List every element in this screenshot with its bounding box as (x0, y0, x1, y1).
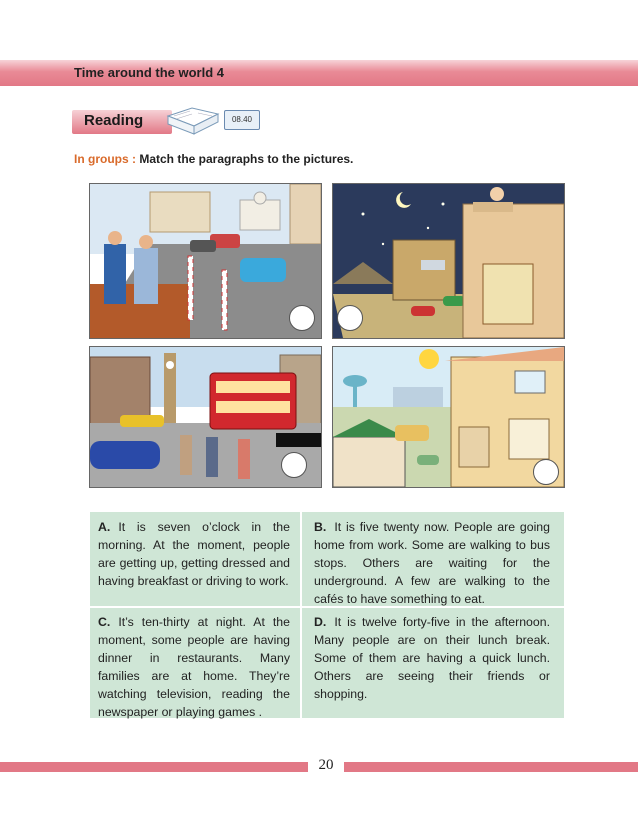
section-label: Reading (84, 112, 144, 129)
paragraph-d (314, 613, 550, 703)
paragraph-text: It is seven o’clock in the morning. At the moment, people are getting up, getting dressed and having breakfast or driving to work. (98, 520, 290, 588)
paragraph-letter: C. (98, 615, 111, 629)
footer-band-left (0, 762, 308, 772)
instruction-text: Match the paragraphs to the pictures. (139, 152, 354, 166)
open-book-icon (164, 104, 222, 138)
footer-band-right (344, 762, 638, 772)
picture-night-town (332, 183, 565, 339)
picture-city-morning (89, 183, 322, 339)
answer-circle-3[interactable] (281, 452, 307, 478)
panel-divider-vertical (300, 512, 302, 718)
instruction-lead: In groups : (74, 152, 136, 166)
instruction (74, 152, 353, 166)
paragraph-text: It is five twenty now. People are going home from work. Some are walking to bus stops. Others are waiting for the underground. A few are walking to the cafés to have something to eat. (314, 520, 550, 606)
audio-tape-icon[interactable] (224, 110, 260, 130)
answer-circle-4[interactable] (533, 459, 559, 485)
tape-label: 08.40 (231, 115, 253, 124)
paragraph-letter: A. (98, 520, 111, 534)
page-header-title: Time around the world 4 (74, 65, 225, 80)
paragraph-b (314, 518, 550, 608)
paragraph-letter: D. (314, 615, 327, 629)
answer-circle-2[interactable] (337, 305, 363, 331)
paragraph-letter: B. (314, 520, 327, 534)
picture-sunny-suburb (332, 346, 565, 488)
paragraph-text: It’s ten-thirty at night. At the moment, some people are having dinner in restaurants. Many families are at home. They’re watching television, reading the newspaper or playing games . (98, 615, 290, 719)
answer-circle-1[interactable] (289, 305, 315, 331)
paragraph-a (98, 518, 290, 590)
paragraph-text: It is twelve forty-five in the afternoon. Many people are on their lunch break. Some of them are having a quick lunch. Others are seeing their friends or shopping. (314, 615, 550, 701)
page-number: 20 (311, 757, 341, 774)
paragraph-c (98, 613, 290, 721)
